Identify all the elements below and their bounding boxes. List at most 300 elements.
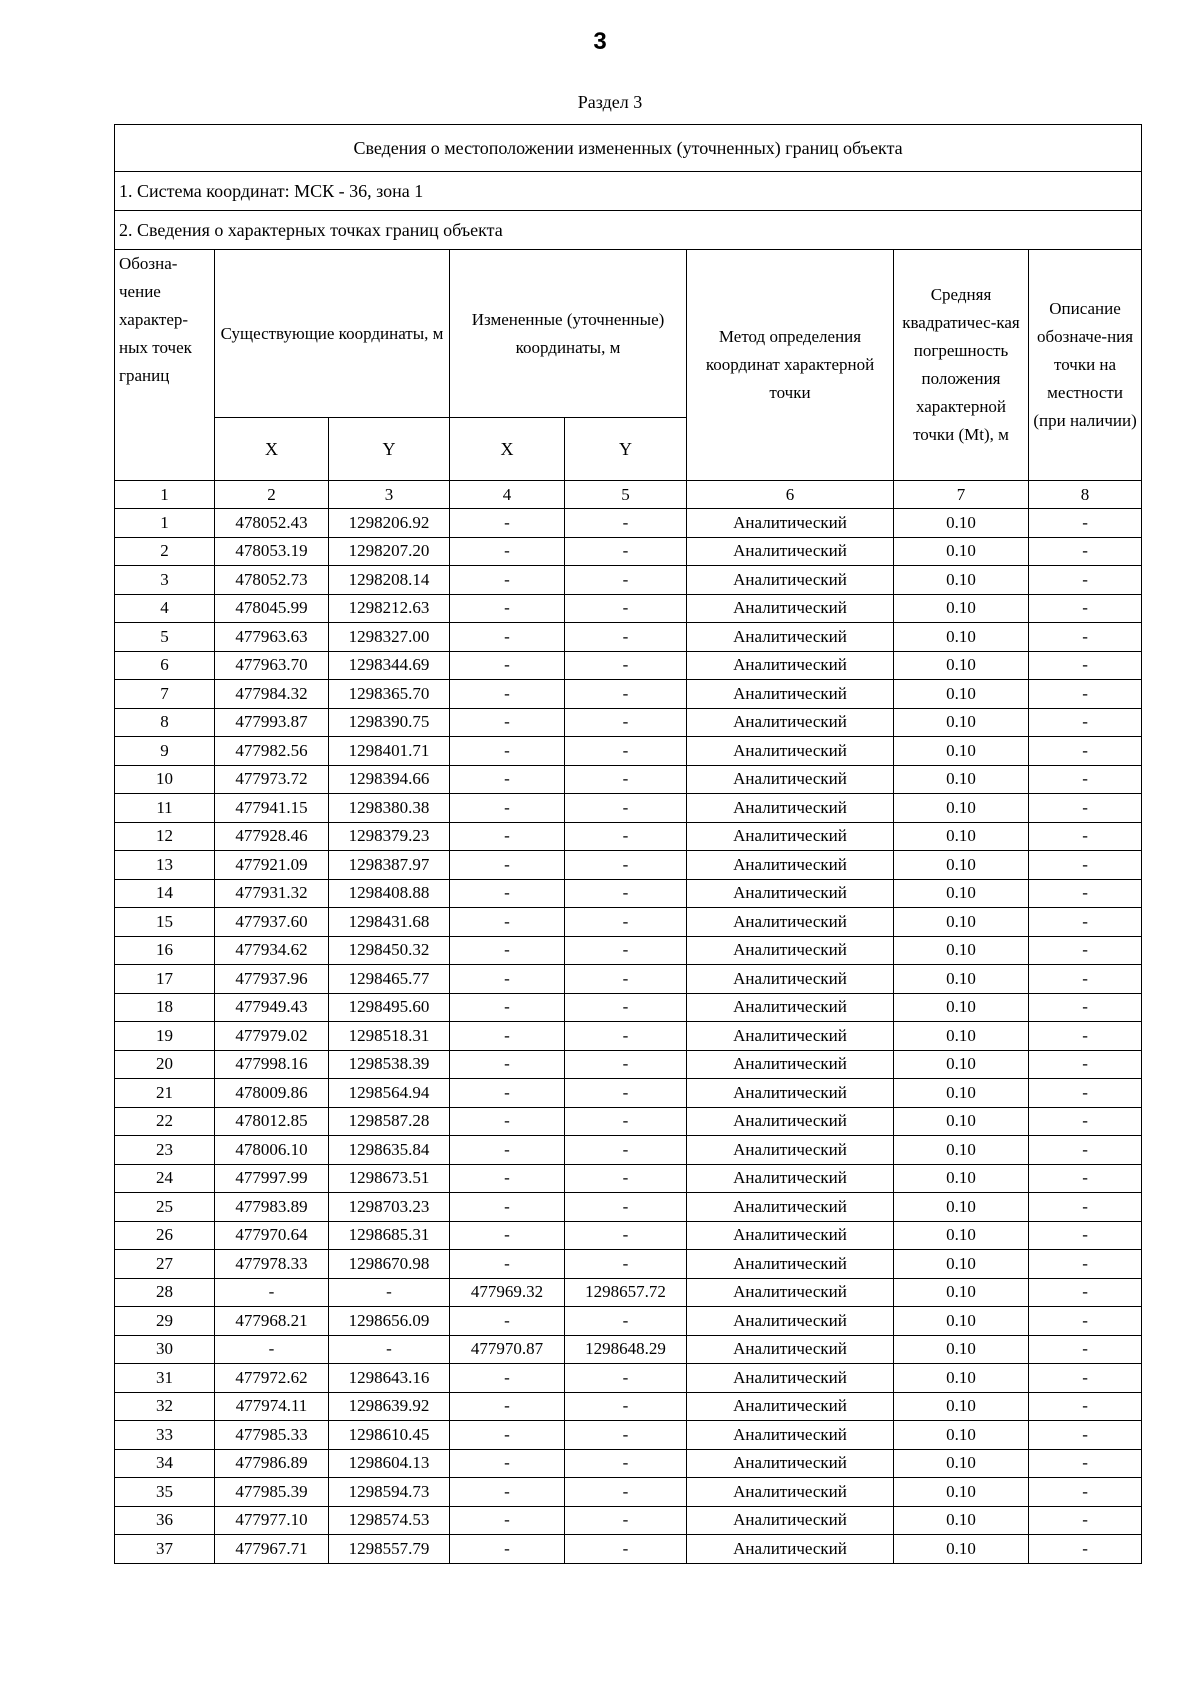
cell-mean-error: 0.10 <box>894 537 1029 566</box>
cell-existing-y: 1298365.70 <box>329 680 450 709</box>
coordinate-system: 1. Система координат: МСК - 36, зона 1 <box>115 172 1142 211</box>
cell-description: - <box>1029 1022 1142 1051</box>
cell-mean-error: 0.10 <box>894 1221 1029 1250</box>
cell-method: Аналитический <box>687 680 894 709</box>
cell-mean-error: 0.10 <box>894 1193 1029 1222</box>
cell-point-number: 37 <box>115 1535 215 1564</box>
cell-description: - <box>1029 708 1142 737</box>
cell-existing-x: 477963.70 <box>215 651 329 680</box>
cell-description: - <box>1029 822 1142 851</box>
cell-description: - <box>1029 1136 1142 1165</box>
cell-method: Аналитический <box>687 1449 894 1478</box>
cell-existing-y: 1298394.66 <box>329 765 450 794</box>
cell-changed-y: - <box>565 1022 687 1051</box>
cell-mean-error: 0.10 <box>894 1079 1029 1108</box>
cell-mean-error: 0.10 <box>894 1478 1029 1507</box>
cell-point-number: 32 <box>115 1392 215 1421</box>
cell-point-number: 5 <box>115 623 215 652</box>
cell-method: Аналитический <box>687 936 894 965</box>
cell-description: - <box>1029 1193 1142 1222</box>
cell-method: Аналитический <box>687 879 894 908</box>
cell-existing-x: 477972.62 <box>215 1364 329 1393</box>
cell-mean-error: 0.10 <box>894 822 1029 851</box>
cell-existing-y: 1298401.71 <box>329 737 450 766</box>
cell-point-number: 1 <box>115 509 215 538</box>
cell-changed-y: - <box>565 708 687 737</box>
cell-existing-x: 477997.99 <box>215 1164 329 1193</box>
cell-method: Аналитический <box>687 1307 894 1336</box>
cell-existing-x: 478052.43 <box>215 509 329 538</box>
cell-method: Аналитический <box>687 851 894 880</box>
header-error: Средняя квадратичес-кая погрешность положения характерной точки (Mt), м <box>894 250 1029 481</box>
cell-changed-y: - <box>565 1164 687 1193</box>
cell-existing-x: 477970.64 <box>215 1221 329 1250</box>
table-row <box>115 509 1142 538</box>
cell-method: Аналитический <box>687 1421 894 1450</box>
cell-changed-x: - <box>450 965 565 994</box>
cell-mean-error: 0.10 <box>894 708 1029 737</box>
column-number: 3 <box>329 481 450 509</box>
cell-description: - <box>1029 1079 1142 1108</box>
column-number: 7 <box>894 481 1029 509</box>
cell-point-number: 21 <box>115 1079 215 1108</box>
header-method: Метод определения координат характерной точки <box>687 250 894 481</box>
cell-method: Аналитический <box>687 1364 894 1393</box>
cell-mean-error: 0.10 <box>894 993 1029 1022</box>
cell-point-number: 11 <box>115 794 215 823</box>
cell-point-number: 29 <box>115 1307 215 1336</box>
page-number: 3 <box>593 28 607 55</box>
cell-existing-y: - <box>329 1335 450 1364</box>
table-row <box>115 936 1142 965</box>
cell-changed-x: - <box>450 1478 565 1507</box>
cell-existing-y: 1298380.38 <box>329 794 450 823</box>
cell-changed-x: - <box>450 623 565 652</box>
cell-method: Аналитический <box>687 566 894 595</box>
cell-description: - <box>1029 879 1142 908</box>
cell-existing-y: 1298538.39 <box>329 1050 450 1079</box>
cell-point-number: 31 <box>115 1364 215 1393</box>
cell-method: Аналитический <box>687 1506 894 1535</box>
table-row <box>115 1421 1142 1450</box>
column-number: 5 <box>565 481 687 509</box>
table-row <box>115 1335 1142 1364</box>
cell-changed-y: - <box>565 1478 687 1507</box>
cell-method: Аналитический <box>687 737 894 766</box>
cell-mean-error: 0.10 <box>894 765 1029 794</box>
cell-point-number: 13 <box>115 851 215 880</box>
cell-existing-x: 478006.10 <box>215 1136 329 1165</box>
column-numbers-row <box>115 481 1142 509</box>
cell-changed-y: - <box>565 566 687 595</box>
points-heading: 2. Сведения о характерных точках границ объекта <box>115 211 1142 250</box>
cell-mean-error: 0.10 <box>894 509 1029 538</box>
cell-existing-x: 478045.99 <box>215 594 329 623</box>
cell-point-number: 28 <box>115 1278 215 1307</box>
cell-description: - <box>1029 993 1142 1022</box>
cell-description: - <box>1029 1307 1142 1336</box>
cell-existing-y: 1298604.13 <box>329 1449 450 1478</box>
cell-method: Аналитический <box>687 794 894 823</box>
section-label: Раздел 3 <box>577 92 643 112</box>
cell-point-number: 16 <box>115 936 215 965</box>
cell-mean-error: 0.10 <box>894 851 1029 880</box>
cell-changed-x: - <box>450 1250 565 1279</box>
cell-description: - <box>1029 651 1142 680</box>
cell-changed-y: - <box>565 737 687 766</box>
header-existing-coordinates: Существующие координаты, м <box>215 250 450 418</box>
cell-mean-error: 0.10 <box>894 737 1029 766</box>
cell-point-number: 2 <box>115 537 215 566</box>
cell-method: Аналитический <box>687 623 894 652</box>
cell-existing-x: 477986.89 <box>215 1449 329 1478</box>
cell-mean-error: 0.10 <box>894 1307 1029 1336</box>
cell-description: - <box>1029 680 1142 709</box>
cell-changed-x: - <box>450 680 565 709</box>
cell-point-number: 27 <box>115 1250 215 1279</box>
cell-existing-x: 477993.87 <box>215 708 329 737</box>
cell-changed-y: - <box>565 879 687 908</box>
cell-existing-y: 1298387.97 <box>329 851 450 880</box>
cell-existing-y: 1298685.31 <box>329 1221 450 1250</box>
cell-existing-y: 1298495.60 <box>329 993 450 1022</box>
table-row <box>115 566 1142 595</box>
cell-mean-error: 0.10 <box>894 623 1029 652</box>
cell-method: Аналитический <box>687 1050 894 1079</box>
cell-existing-x: 477967.71 <box>215 1535 329 1564</box>
cell-changed-x: - <box>450 566 565 595</box>
cell-description: - <box>1029 1164 1142 1193</box>
cell-mean-error: 0.10 <box>894 1022 1029 1051</box>
cell-method: Аналитический <box>687 1278 894 1307</box>
cell-existing-y: 1298212.63 <box>329 594 450 623</box>
cell-existing-y: 1298703.23 <box>329 1193 450 1222</box>
cell-method: Аналитический <box>687 1022 894 1051</box>
table-row <box>115 1307 1142 1336</box>
table-row <box>115 1050 1142 1079</box>
table-row <box>115 1278 1142 1307</box>
cell-existing-x: 478053.19 <box>215 537 329 566</box>
cell-point-number: 30 <box>115 1335 215 1364</box>
cell-description: - <box>1029 965 1142 994</box>
table-row <box>115 737 1142 766</box>
cell-description: - <box>1029 1392 1142 1421</box>
cell-method: Аналитический <box>687 1221 894 1250</box>
cell-mean-error: 0.10 <box>894 879 1029 908</box>
cell-existing-x: 477931.32 <box>215 879 329 908</box>
cell-point-number: 22 <box>115 1107 215 1136</box>
cell-point-number: 23 <box>115 1136 215 1165</box>
cell-changed-y: 1298648.29 <box>565 1335 687 1364</box>
cell-existing-y: 1298465.77 <box>329 965 450 994</box>
cell-changed-y: - <box>565 1364 687 1393</box>
cell-changed-x: - <box>450 1535 565 1564</box>
cell-mean-error: 0.10 <box>894 1136 1029 1165</box>
table-row <box>115 1136 1142 1165</box>
header-existing-y: Y <box>329 418 450 481</box>
table-row <box>115 1506 1142 1535</box>
column-number: 4 <box>450 481 565 509</box>
cell-existing-y: 1298643.16 <box>329 1364 450 1393</box>
cell-mean-error: 0.10 <box>894 965 1029 994</box>
table-row <box>115 908 1142 937</box>
cell-description: - <box>1029 765 1142 794</box>
header-changed-y: Y <box>565 418 687 481</box>
cell-changed-x: - <box>450 936 565 965</box>
cell-changed-x: - <box>450 1193 565 1222</box>
cell-existing-y: 1298390.75 <box>329 708 450 737</box>
header-changed-x: X <box>450 418 565 481</box>
cell-changed-x: - <box>450 509 565 538</box>
cell-description: - <box>1029 1478 1142 1507</box>
table-row <box>115 1478 1142 1507</box>
cell-changed-y: - <box>565 765 687 794</box>
cell-description: - <box>1029 936 1142 965</box>
table-row <box>115 1449 1142 1478</box>
cell-point-number: 12 <box>115 822 215 851</box>
cell-method: Аналитический <box>687 1136 894 1165</box>
cell-changed-y: - <box>565 1050 687 1079</box>
cell-changed-y: - <box>565 1506 687 1535</box>
cell-existing-y: 1298207.20 <box>329 537 450 566</box>
cell-description: - <box>1029 566 1142 595</box>
cell-existing-x: 477979.02 <box>215 1022 329 1051</box>
cell-changed-x: - <box>450 708 565 737</box>
cell-existing-y: 1298673.51 <box>329 1164 450 1193</box>
cell-changed-y: - <box>565 1193 687 1222</box>
cell-existing-x: 477921.09 <box>215 851 329 880</box>
cell-existing-x: 477973.72 <box>215 765 329 794</box>
cell-description: - <box>1029 1421 1142 1450</box>
table-row <box>115 651 1142 680</box>
cell-mean-error: 0.10 <box>894 1449 1029 1478</box>
cell-description: - <box>1029 1364 1142 1393</box>
cell-existing-y: 1298639.92 <box>329 1392 450 1421</box>
cell-existing-x: 477928.46 <box>215 822 329 851</box>
table-row <box>115 594 1142 623</box>
table-row <box>115 708 1142 737</box>
cell-method: Аналитический <box>687 509 894 538</box>
cell-changed-y: - <box>565 1136 687 1165</box>
cell-changed-y: - <box>565 1221 687 1250</box>
table-row <box>115 822 1142 851</box>
cell-changed-y: - <box>565 1392 687 1421</box>
cell-changed-y: - <box>565 851 687 880</box>
cell-point-number: 17 <box>115 965 215 994</box>
cell-existing-y: 1298610.45 <box>329 1421 450 1450</box>
cell-existing-x: 477978.33 <box>215 1250 329 1279</box>
cell-changed-y: - <box>565 651 687 680</box>
cell-changed-x: - <box>450 1506 565 1535</box>
cell-changed-x: - <box>450 1050 565 1079</box>
cell-mean-error: 0.10 <box>894 1278 1029 1307</box>
cell-description: - <box>1029 1335 1142 1364</box>
cell-existing-x: 477985.33 <box>215 1421 329 1450</box>
cell-point-number: 9 <box>115 737 215 766</box>
cell-existing-x: 477977.10 <box>215 1506 329 1535</box>
cell-method: Аналитический <box>687 822 894 851</box>
cell-changed-x: - <box>450 1392 565 1421</box>
table-row <box>115 1022 1142 1051</box>
cell-changed-y: - <box>565 680 687 709</box>
cell-existing-x: 477984.32 <box>215 680 329 709</box>
table-row <box>115 965 1142 994</box>
cell-point-number: 34 <box>115 1449 215 1478</box>
cell-existing-x: 477974.11 <box>215 1392 329 1421</box>
cell-point-number: 35 <box>115 1478 215 1507</box>
cell-point-number: 10 <box>115 765 215 794</box>
cell-mean-error: 0.10 <box>894 566 1029 595</box>
cell-mean-error: 0.10 <box>894 794 1029 823</box>
cell-existing-y: 1298594.73 <box>329 1478 450 1507</box>
cell-point-number: 18 <box>115 993 215 1022</box>
cell-existing-x: 477982.56 <box>215 737 329 766</box>
table-row <box>115 680 1142 709</box>
cell-existing-y: 1298518.31 <box>329 1022 450 1051</box>
cell-method: Аналитический <box>687 1079 894 1108</box>
cell-method: Аналитический <box>687 1335 894 1364</box>
table-row <box>115 1250 1142 1279</box>
column-number: 8 <box>1029 481 1142 509</box>
cell-existing-x: - <box>215 1278 329 1307</box>
table-row <box>115 1079 1142 1108</box>
cell-description: - <box>1029 594 1142 623</box>
cell-description: - <box>1029 794 1142 823</box>
cell-existing-x: 477968.21 <box>215 1307 329 1336</box>
table-row <box>115 1392 1142 1421</box>
cell-changed-x: - <box>450 908 565 937</box>
cell-method: Аналитический <box>687 1107 894 1136</box>
table-row <box>115 623 1142 652</box>
cell-point-number: 3 <box>115 566 215 595</box>
cell-existing-x: 477949.43 <box>215 993 329 1022</box>
cell-existing-y: 1298656.09 <box>329 1307 450 1336</box>
cell-changed-x: - <box>450 822 565 851</box>
cell-method: Аналитический <box>687 1392 894 1421</box>
cell-existing-x: - <box>215 1335 329 1364</box>
cell-changed-y: - <box>565 794 687 823</box>
cell-existing-y: 1298431.68 <box>329 908 450 937</box>
header-designation: Обозна-чение характер-ных точек границ <box>115 250 215 481</box>
cell-changed-x: - <box>450 1136 565 1165</box>
cell-changed-x: - <box>450 1364 565 1393</box>
cell-changed-y: - <box>565 822 687 851</box>
cell-description: - <box>1029 537 1142 566</box>
cell-changed-x: - <box>450 1449 565 1478</box>
cell-changed-x: - <box>450 765 565 794</box>
cell-existing-x: 477934.62 <box>215 936 329 965</box>
cell-existing-y: - <box>329 1278 450 1307</box>
cell-existing-x: 477937.60 <box>215 908 329 937</box>
cell-mean-error: 0.10 <box>894 651 1029 680</box>
cell-existing-y: 1298574.53 <box>329 1506 450 1535</box>
cell-changed-y: - <box>565 993 687 1022</box>
table-row <box>115 1364 1142 1393</box>
cell-mean-error: 0.10 <box>894 936 1029 965</box>
table-row <box>115 1193 1142 1222</box>
cell-changed-y: - <box>565 1079 687 1108</box>
table-row <box>115 879 1142 908</box>
cell-point-number: 26 <box>115 1221 215 1250</box>
cell-mean-error: 0.10 <box>894 1421 1029 1450</box>
cell-mean-error: 0.10 <box>894 594 1029 623</box>
cell-changed-x: - <box>450 993 565 1022</box>
cell-changed-x: - <box>450 594 565 623</box>
cell-existing-y: 1298587.28 <box>329 1107 450 1136</box>
cell-description: - <box>1029 623 1142 652</box>
boundary-points-table <box>114 124 1142 1564</box>
cell-mean-error: 0.10 <box>894 908 1029 937</box>
cell-mean-error: 0.10 <box>894 1335 1029 1364</box>
cell-changed-x: - <box>450 537 565 566</box>
cell-changed-x: - <box>450 1221 565 1250</box>
cell-changed-y: - <box>565 936 687 965</box>
cell-mean-error: 0.10 <box>894 1364 1029 1393</box>
cell-method: Аналитический <box>687 1478 894 1507</box>
cell-point-number: 24 <box>115 1164 215 1193</box>
cell-changed-x: 477969.32 <box>450 1278 565 1307</box>
cell-existing-y: 1298208.14 <box>329 566 450 595</box>
cell-mean-error: 0.10 <box>894 1392 1029 1421</box>
cell-point-number: 6 <box>115 651 215 680</box>
cell-existing-x: 477941.15 <box>215 794 329 823</box>
cell-existing-y: 1298344.69 <box>329 651 450 680</box>
table-row <box>115 851 1142 880</box>
cell-existing-y: 1298557.79 <box>329 1535 450 1564</box>
cell-method: Аналитический <box>687 1535 894 1564</box>
cell-changed-y: - <box>565 1421 687 1450</box>
table-title: Сведения о местоположении измененных (уточненных) границ объекта <box>115 125 1142 172</box>
cell-description: - <box>1029 1506 1142 1535</box>
cell-changed-x: - <box>450 1107 565 1136</box>
cell-method: Аналитический <box>687 708 894 737</box>
cell-description: - <box>1029 1278 1142 1307</box>
table-row <box>115 1164 1142 1193</box>
cell-mean-error: 0.10 <box>894 1164 1029 1193</box>
cell-changed-x: - <box>450 737 565 766</box>
column-number: 2 <box>215 481 329 509</box>
cell-point-number: 20 <box>115 1050 215 1079</box>
cell-point-number: 7 <box>115 680 215 709</box>
cell-mean-error: 0.10 <box>894 1506 1029 1535</box>
cell-existing-y: 1298450.32 <box>329 936 450 965</box>
cell-existing-x: 478009.86 <box>215 1079 329 1108</box>
cell-changed-x: - <box>450 794 565 823</box>
cell-mean-error: 0.10 <box>894 1535 1029 1564</box>
cell-changed-y: - <box>565 1250 687 1279</box>
cell-point-number: 14 <box>115 879 215 908</box>
cell-changed-x: - <box>450 1421 565 1450</box>
table-row <box>115 537 1142 566</box>
cell-description: - <box>1029 1250 1142 1279</box>
column-number: 6 <box>687 481 894 509</box>
cell-existing-x: 477937.96 <box>215 965 329 994</box>
cell-mean-error: 0.10 <box>894 1107 1029 1136</box>
cell-changed-y: - <box>565 1449 687 1478</box>
cell-existing-x: 477985.39 <box>215 1478 329 1507</box>
cell-changed-y: - <box>565 509 687 538</box>
cell-existing-y: 1298670.98 <box>329 1250 450 1279</box>
cell-method: Аналитический <box>687 1164 894 1193</box>
cell-point-number: 19 <box>115 1022 215 1051</box>
cell-existing-x: 477983.89 <box>215 1193 329 1222</box>
cell-point-number: 33 <box>115 1421 215 1450</box>
table-row <box>115 1107 1142 1136</box>
cell-changed-y: - <box>565 965 687 994</box>
cell-point-number: 4 <box>115 594 215 623</box>
cell-description: - <box>1029 1535 1142 1564</box>
table-row <box>115 794 1142 823</box>
